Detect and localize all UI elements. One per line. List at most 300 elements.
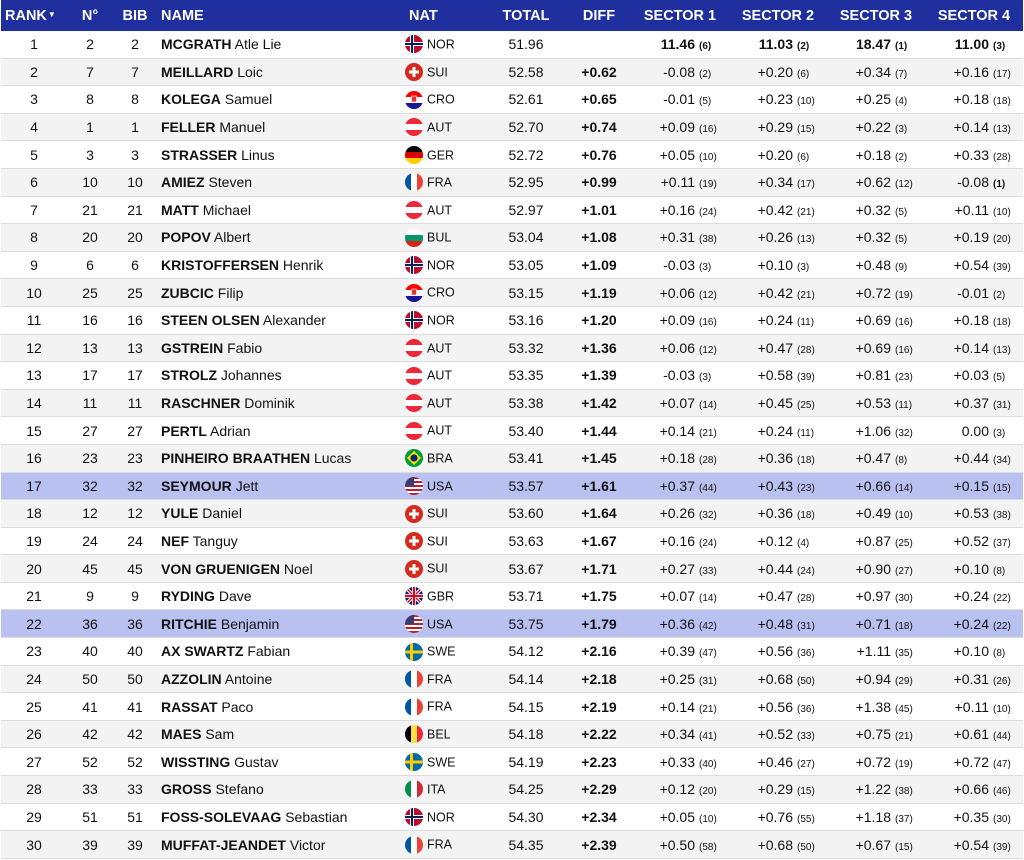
athlete-name-cell[interactable] [157, 582, 403, 610]
diff-cell: +0.74 [567, 113, 631, 141]
diff-cell: +1.20 [567, 306, 631, 334]
athlete-firstname[interactable]: Manuel [219, 119, 266, 136]
table-row[interactable] [1, 693, 1023, 721]
sector2-cell [729, 776, 827, 804]
athlete-surname[interactable]: WISSTING [161, 753, 231, 770]
athlete-surname[interactable]: AZZOLIN [161, 670, 222, 687]
table-row[interactable] [1, 665, 1023, 693]
diff-cell: +1.09 [567, 251, 631, 279]
sector-time: +0.14 [953, 339, 989, 356]
athlete-firstname[interactable]: Dave [218, 588, 252, 605]
sector-position: (42) [699, 620, 717, 632]
athlete-surname[interactable]: NEF [161, 532, 189, 549]
athlete-surname[interactable]: RASSAT [161, 698, 218, 715]
athlete-name-cell[interactable] [157, 141, 403, 169]
sector-position: (14) [699, 593, 717, 605]
sector3-cell [827, 638, 925, 666]
sector-time: +0.35 [953, 808, 989, 825]
sector3-cell [827, 224, 925, 252]
athlete-name-cell[interactable] [157, 610, 403, 638]
sector-time: +0.23 [757, 91, 793, 108]
table-row[interactable] [1, 168, 1023, 196]
athlete-surname[interactable]: KOLEGA [161, 91, 221, 108]
sector3-column-header[interactable]: SECTOR 3 [827, 0, 925, 31]
sector-time: +0.69 [855, 339, 891, 356]
bib-cell: 6 [113, 251, 157, 279]
athlete-firstname[interactable]: Adrian [210, 422, 251, 439]
sui-flag-icon [405, 560, 423, 578]
sector-time: +0.39 [659, 643, 695, 660]
sector-position: (32) [699, 510, 717, 522]
athlete-name-cell[interactable] [157, 196, 403, 224]
sector-position: (28) [797, 344, 815, 356]
athlete-firstname[interactable]: Dominik [244, 395, 295, 412]
rank-cell: 20 [1, 555, 67, 583]
athlete-name-cell[interactable] [157, 665, 403, 693]
athlete-surname[interactable]: PINHEIRO BRAATHEN [161, 450, 311, 467]
sector-position: (13) [993, 124, 1011, 136]
athlete-surname[interactable]: FELLER [161, 119, 216, 136]
sector-position: (14) [699, 400, 717, 412]
athlete-firstname[interactable]: Tanguy [192, 532, 238, 549]
diff-cell: +0.99 [567, 168, 631, 196]
sector3-cell [827, 417, 925, 445]
table-row[interactable] [1, 334, 1023, 362]
diff-column-header[interactable]: DIFF [567, 0, 631, 31]
sector-position: (21) [797, 206, 815, 218]
sector2-cell [729, 417, 827, 445]
sector-position: (38) [993, 510, 1011, 522]
rank-cell: 5 [1, 141, 67, 169]
athlete-name-cell[interactable] [157, 555, 403, 583]
sector-time: +0.71 [855, 615, 891, 632]
athlete-surname[interactable]: ZUBCIC [161, 284, 214, 301]
sector-time: +0.47 [855, 450, 891, 467]
no-cell: 6 [67, 251, 113, 279]
table-row[interactable] [1, 555, 1023, 583]
bib-cell: 11 [113, 389, 157, 417]
sector-time: +0.34 [855, 63, 891, 80]
athlete-firstname[interactable]: Linus [241, 146, 275, 163]
sector3-cell [827, 31, 925, 58]
sector2-cell [729, 638, 827, 666]
athlete-name-cell[interactable] [157, 720, 403, 748]
nation-code: BRA [427, 451, 453, 466]
sector2-cell [729, 196, 827, 224]
rank-cell: 1 [1, 31, 67, 58]
table-row[interactable] [1, 776, 1023, 804]
sector-position: (24) [797, 565, 815, 577]
table-row[interactable] [1, 472, 1023, 500]
bib-cell: 20 [113, 224, 157, 252]
sector-time: +0.16 [953, 63, 989, 80]
sector-position: (6) [699, 41, 712, 53]
total-time-cell: 53.63 [485, 527, 567, 555]
sector-time: +0.14 [659, 422, 695, 439]
sector4-column-header[interactable]: SECTOR 4 [925, 0, 1023, 31]
sector2-cell [729, 306, 827, 334]
sector-time: -0.08 [957, 174, 989, 191]
no-cell: 13 [67, 334, 113, 362]
nation-cell [403, 251, 485, 279]
sector-position: (10) [699, 813, 717, 825]
sector-time: +0.48 [855, 257, 891, 274]
sector2-column-header[interactable]: SECTOR 2 [729, 0, 827, 31]
table-row[interactable] [1, 141, 1023, 169]
athlete-surname[interactable]: KRISTOFFERSEN [161, 257, 279, 274]
athlete-surname[interactable]: YULE [161, 505, 199, 522]
athlete-name-cell[interactable] [157, 251, 403, 279]
nation-cell [403, 720, 485, 748]
no-cell: 50 [67, 665, 113, 693]
table-row[interactable] [1, 362, 1023, 390]
table-row[interactable] [1, 86, 1023, 114]
athlete-name-cell[interactable] [157, 527, 403, 555]
sector-position: (41) [699, 731, 717, 743]
athlete-surname[interactable]: SEYMOUR [161, 477, 232, 494]
sector4-cell [925, 168, 1023, 196]
no-cell: 12 [67, 500, 113, 528]
sector-time: +0.27 [659, 560, 695, 577]
bib-cell: 3 [113, 141, 157, 169]
athlete-firstname[interactable]: Steven [208, 174, 253, 191]
sector4-cell [925, 610, 1023, 638]
sector3-cell [827, 472, 925, 500]
rank-header-label: RANK [5, 7, 47, 24]
diff-cell: +1.67 [567, 527, 631, 555]
total-time-cell: 53.40 [485, 417, 567, 445]
sector-time: +0.52 [757, 726, 793, 743]
athlete-firstname[interactable]: Jett [235, 477, 259, 494]
athlete-firstname[interactable]: Sam [205, 726, 235, 743]
sector-time: +0.72 [855, 753, 891, 770]
athlete-surname[interactable]: MCGRATH [161, 36, 232, 53]
athlete-name-cell[interactable] [157, 638, 403, 666]
sector1-cell [631, 444, 729, 472]
sector-position: (6) [797, 68, 810, 80]
athlete-firstname[interactable]: Fabian [247, 643, 291, 660]
athlete-surname[interactable]: RYDING [161, 588, 215, 605]
sector4-cell [925, 251, 1023, 279]
athlete-surname[interactable]: MEILLARD [161, 63, 234, 80]
athlete-surname[interactable]: RASCHNER [161, 395, 241, 412]
sector4-cell [925, 638, 1023, 666]
sector-position: (4) [797, 537, 810, 549]
no-cell: 41 [67, 693, 113, 721]
athlete-name-cell[interactable] [157, 113, 403, 141]
sector-position: (2) [797, 41, 810, 53]
athlete-surname[interactable]: MATT [161, 201, 199, 218]
nation-code: SWE [427, 754, 456, 769]
aut-flag-icon [405, 201, 423, 219]
no-cell: 51 [67, 803, 113, 831]
table-row[interactable] [1, 831, 1023, 859]
table-row[interactable] [1, 500, 1023, 528]
athlete-name-cell[interactable] [157, 224, 403, 252]
sector1-cell [631, 334, 729, 362]
table-row[interactable] [1, 389, 1023, 417]
sector-position: (20) [993, 234, 1011, 246]
athlete-surname[interactable]: GSTREIN [161, 339, 224, 356]
nation-cell [403, 444, 485, 472]
sector-position: (25) [797, 400, 815, 412]
total-time-cell: 54.14 [485, 665, 567, 693]
table-row[interactable] [1, 527, 1023, 555]
athlete-firstname[interactable]: Antoine [224, 670, 273, 687]
nation-cell [403, 334, 485, 362]
name-column-header[interactable]: NAME [157, 0, 403, 31]
athlete-name-cell[interactable] [157, 831, 403, 859]
no-column-header[interactable]: N° [67, 0, 113, 31]
athlete-firstname[interactable]: Fabio [227, 339, 263, 356]
sector-time: +0.68 [757, 670, 793, 687]
rank-cell: 27 [1, 748, 67, 776]
fra-flag-icon [405, 698, 423, 716]
athlete-name-cell[interactable] [157, 279, 403, 307]
sector-position: (18) [895, 620, 913, 632]
athlete-firstname[interactable]: Loic [237, 63, 263, 80]
athlete-surname[interactable]: AX SWARTZ [161, 643, 244, 660]
athlete-name-cell[interactable] [157, 58, 403, 86]
sector1-cell [631, 58, 729, 86]
athlete-name-cell[interactable] [157, 86, 403, 114]
sector-position: (8) [895, 455, 908, 467]
sector-position: (11) [797, 427, 815, 439]
sector4-cell [925, 58, 1023, 86]
athlete-firstname[interactable]: Atle Lie [234, 36, 282, 53]
athlete-firstname[interactable]: Benjamin [220, 615, 280, 632]
nation-code: NOR [427, 258, 455, 273]
athlete-firstname[interactable]: Alexander [262, 312, 326, 329]
athlete-name-cell[interactable] [157, 31, 403, 58]
bib-cell: 24 [113, 527, 157, 555]
rank-column-header[interactable] [1, 0, 67, 31]
rank-cell: 8 [1, 224, 67, 252]
table-row[interactable] [1, 279, 1023, 307]
athlete-name-cell[interactable] [157, 472, 403, 500]
table-row[interactable] [1, 638, 1023, 666]
no-cell: 7 [67, 58, 113, 86]
sector2-cell [729, 224, 827, 252]
athlete-firstname[interactable]: Daniel [202, 505, 242, 522]
table-row[interactable] [1, 610, 1023, 638]
sector-time: +0.05 [659, 146, 695, 163]
sector-position: (10) [895, 510, 913, 522]
nat-column-header[interactable]: NAT [403, 0, 485, 31]
athlete-name-cell[interactable] [157, 389, 403, 417]
athlete-surname[interactable]: STROLZ [161, 367, 217, 384]
table-row[interactable] [1, 417, 1023, 445]
table-row[interactable] [1, 224, 1023, 252]
sector2-cell [729, 831, 827, 859]
athlete-name-cell[interactable] [157, 500, 403, 528]
sector-time: +0.32 [855, 201, 891, 218]
sector-time: +0.18 [659, 450, 695, 467]
sector3-cell [827, 58, 925, 86]
total-time-cell: 53.05 [485, 251, 567, 279]
sector-time: +0.46 [757, 753, 793, 770]
athlete-name-cell[interactable] [157, 803, 403, 831]
athlete-name-cell[interactable] [157, 334, 403, 362]
athlete-name-cell[interactable] [157, 306, 403, 334]
sector4-cell [925, 306, 1023, 334]
sector1-column-header[interactable]: SECTOR 1 [631, 0, 729, 31]
nation-code: FRA [427, 175, 452, 190]
athlete-firstname[interactable]: Filip [217, 284, 244, 301]
bib-cell: 7 [113, 58, 157, 86]
sector-time: +0.06 [659, 284, 695, 301]
athlete-surname[interactable]: MAES [161, 726, 202, 743]
results-table [1, 0, 1023, 859]
sector-position: (16) [895, 317, 913, 329]
sector-position: (50) [797, 675, 815, 687]
sector-position: (15) [993, 482, 1011, 494]
athlete-name-cell[interactable] [157, 748, 403, 776]
sector-time: +0.18 [855, 146, 891, 163]
sector-position: (21) [797, 289, 815, 301]
sector-time: +0.52 [953, 532, 989, 549]
table-row[interactable] [1, 58, 1023, 86]
nation-code: AUT [427, 423, 452, 438]
table-row[interactable] [1, 720, 1023, 748]
aut-flag-icon [405, 118, 423, 136]
athlete-name-cell[interactable] [157, 776, 403, 804]
sector3-cell [827, 168, 925, 196]
table-row[interactable] [1, 582, 1023, 610]
athlete-firstname[interactable]: Victor [289, 836, 326, 853]
athlete-surname[interactable]: PERTL [161, 422, 207, 439]
sector-time: +1.18 [855, 808, 891, 825]
sector3-cell [827, 803, 925, 831]
athlete-firstname[interactable]: Michael [202, 201, 251, 218]
no-cell: 2 [67, 31, 113, 58]
sector1-cell [631, 86, 729, 114]
sector4-cell [925, 665, 1023, 693]
sector-time: 0.00 [961, 422, 989, 439]
athlete-firstname[interactable]: Stefano [215, 781, 264, 798]
table-row[interactable] [1, 31, 1023, 58]
sector4-cell [925, 803, 1023, 831]
table-row[interactable] [1, 803, 1023, 831]
sector-time: +0.14 [659, 698, 695, 715]
rank-cell: 16 [1, 444, 67, 472]
sector3-cell [827, 279, 925, 307]
table-row[interactable] [1, 113, 1023, 141]
sector-time: +0.07 [659, 588, 695, 605]
sector-position: (44) [993, 731, 1011, 743]
table-row[interactable] [1, 251, 1023, 279]
bul-flag-icon [405, 229, 423, 247]
sector-position: (28) [797, 593, 815, 605]
rank-cell: 21 [1, 582, 67, 610]
sector-time: +0.24 [757, 422, 793, 439]
athlete-name-cell[interactable] [157, 168, 403, 196]
athlete-name-cell[interactable] [157, 693, 403, 721]
nation-code: NOR [427, 313, 455, 328]
sector-position: (23) [797, 482, 815, 494]
sector-time: +0.18 [953, 91, 989, 108]
nation-cell [403, 362, 485, 390]
athlete-firstname[interactable]: Sebastian [285, 808, 348, 825]
total-column-header[interactable]: TOTAL [485, 0, 567, 31]
nation-code: FRA [427, 672, 452, 687]
athlete-firstname[interactable]: Henrik [282, 257, 324, 274]
athlete-surname[interactable]: GROSS [161, 781, 212, 798]
sector-time: +0.67 [855, 836, 891, 853]
total-time-cell: 54.35 [485, 831, 567, 859]
sector-position: (12) [699, 289, 717, 301]
rank-cell: 17 [1, 472, 67, 500]
sector-time: +0.09 [659, 312, 695, 329]
athlete-surname[interactable]: POPOV [161, 229, 211, 246]
diff-cell: +1.44 [567, 417, 631, 445]
athlete-surname[interactable]: AMIEZ [161, 174, 205, 191]
bib-column-header[interactable]: BIB [113, 0, 157, 31]
sector-time: +0.54 [953, 836, 989, 853]
athlete-firstname[interactable]: Lucas [313, 450, 352, 467]
bra-flag-icon [405, 449, 423, 467]
sector-time: +0.62 [855, 174, 891, 191]
diff-cell: +2.39 [567, 831, 631, 859]
table-row[interactable] [1, 196, 1023, 224]
sector-time: +0.69 [855, 312, 891, 329]
table-row[interactable] [1, 748, 1023, 776]
table-row[interactable] [1, 444, 1023, 472]
sector4-cell [925, 748, 1023, 776]
sector3-cell [827, 113, 925, 141]
sector2-cell [729, 748, 827, 776]
sector-position: (12) [895, 179, 913, 191]
athlete-firstname[interactable]: Noel [283, 560, 313, 577]
sector-position: (58) [699, 841, 717, 853]
sector-time: +0.25 [659, 670, 695, 687]
rank-cell: 9 [1, 251, 67, 279]
sector2-cell [729, 610, 827, 638]
table-row[interactable] [1, 306, 1023, 334]
sector4-cell [925, 555, 1023, 583]
athlete-surname[interactable]: MUFFAT-JEANDET [161, 836, 286, 853]
sector-position: (39) [797, 372, 815, 384]
athlete-surname[interactable]: VON GRUENIGEN [161, 560, 281, 577]
sector-time: +0.54 [953, 257, 989, 274]
athlete-firstname[interactable]: Albert [213, 229, 251, 246]
diff-cell: +1.79 [567, 610, 631, 638]
athlete-name-cell[interactable] [157, 362, 403, 390]
rank-cell: 12 [1, 334, 67, 362]
athlete-surname[interactable]: FOSS-SOLEVAAG [161, 808, 282, 825]
athlete-firstname[interactable]: Johannes [220, 367, 282, 384]
athlete-firstname[interactable]: Samuel [224, 91, 273, 108]
athlete-firstname[interactable]: Paco [221, 698, 254, 715]
sector-position: (18) [993, 96, 1011, 108]
rank-cell: 6 [1, 168, 67, 196]
athlete-surname[interactable]: RITCHIE [161, 615, 217, 632]
diff-cell: +2.34 [567, 803, 631, 831]
sector-time: +0.43 [757, 477, 793, 494]
sector2-cell [729, 444, 827, 472]
bib-cell: 52 [113, 748, 157, 776]
athlete-firstname[interactable]: Gustav [234, 753, 279, 770]
athlete-name-cell[interactable] [157, 417, 403, 445]
sector1-cell [631, 279, 729, 307]
sector-time: +0.61 [953, 726, 989, 743]
nation-code: SWE [427, 644, 456, 659]
athlete-name-cell[interactable] [157, 444, 403, 472]
athlete-surname[interactable]: STRASSER [161, 146, 238, 163]
sector-position: (3) [993, 41, 1006, 53]
athlete-surname[interactable]: STEEN OLSEN [161, 312, 260, 329]
sector3-cell [827, 776, 925, 804]
